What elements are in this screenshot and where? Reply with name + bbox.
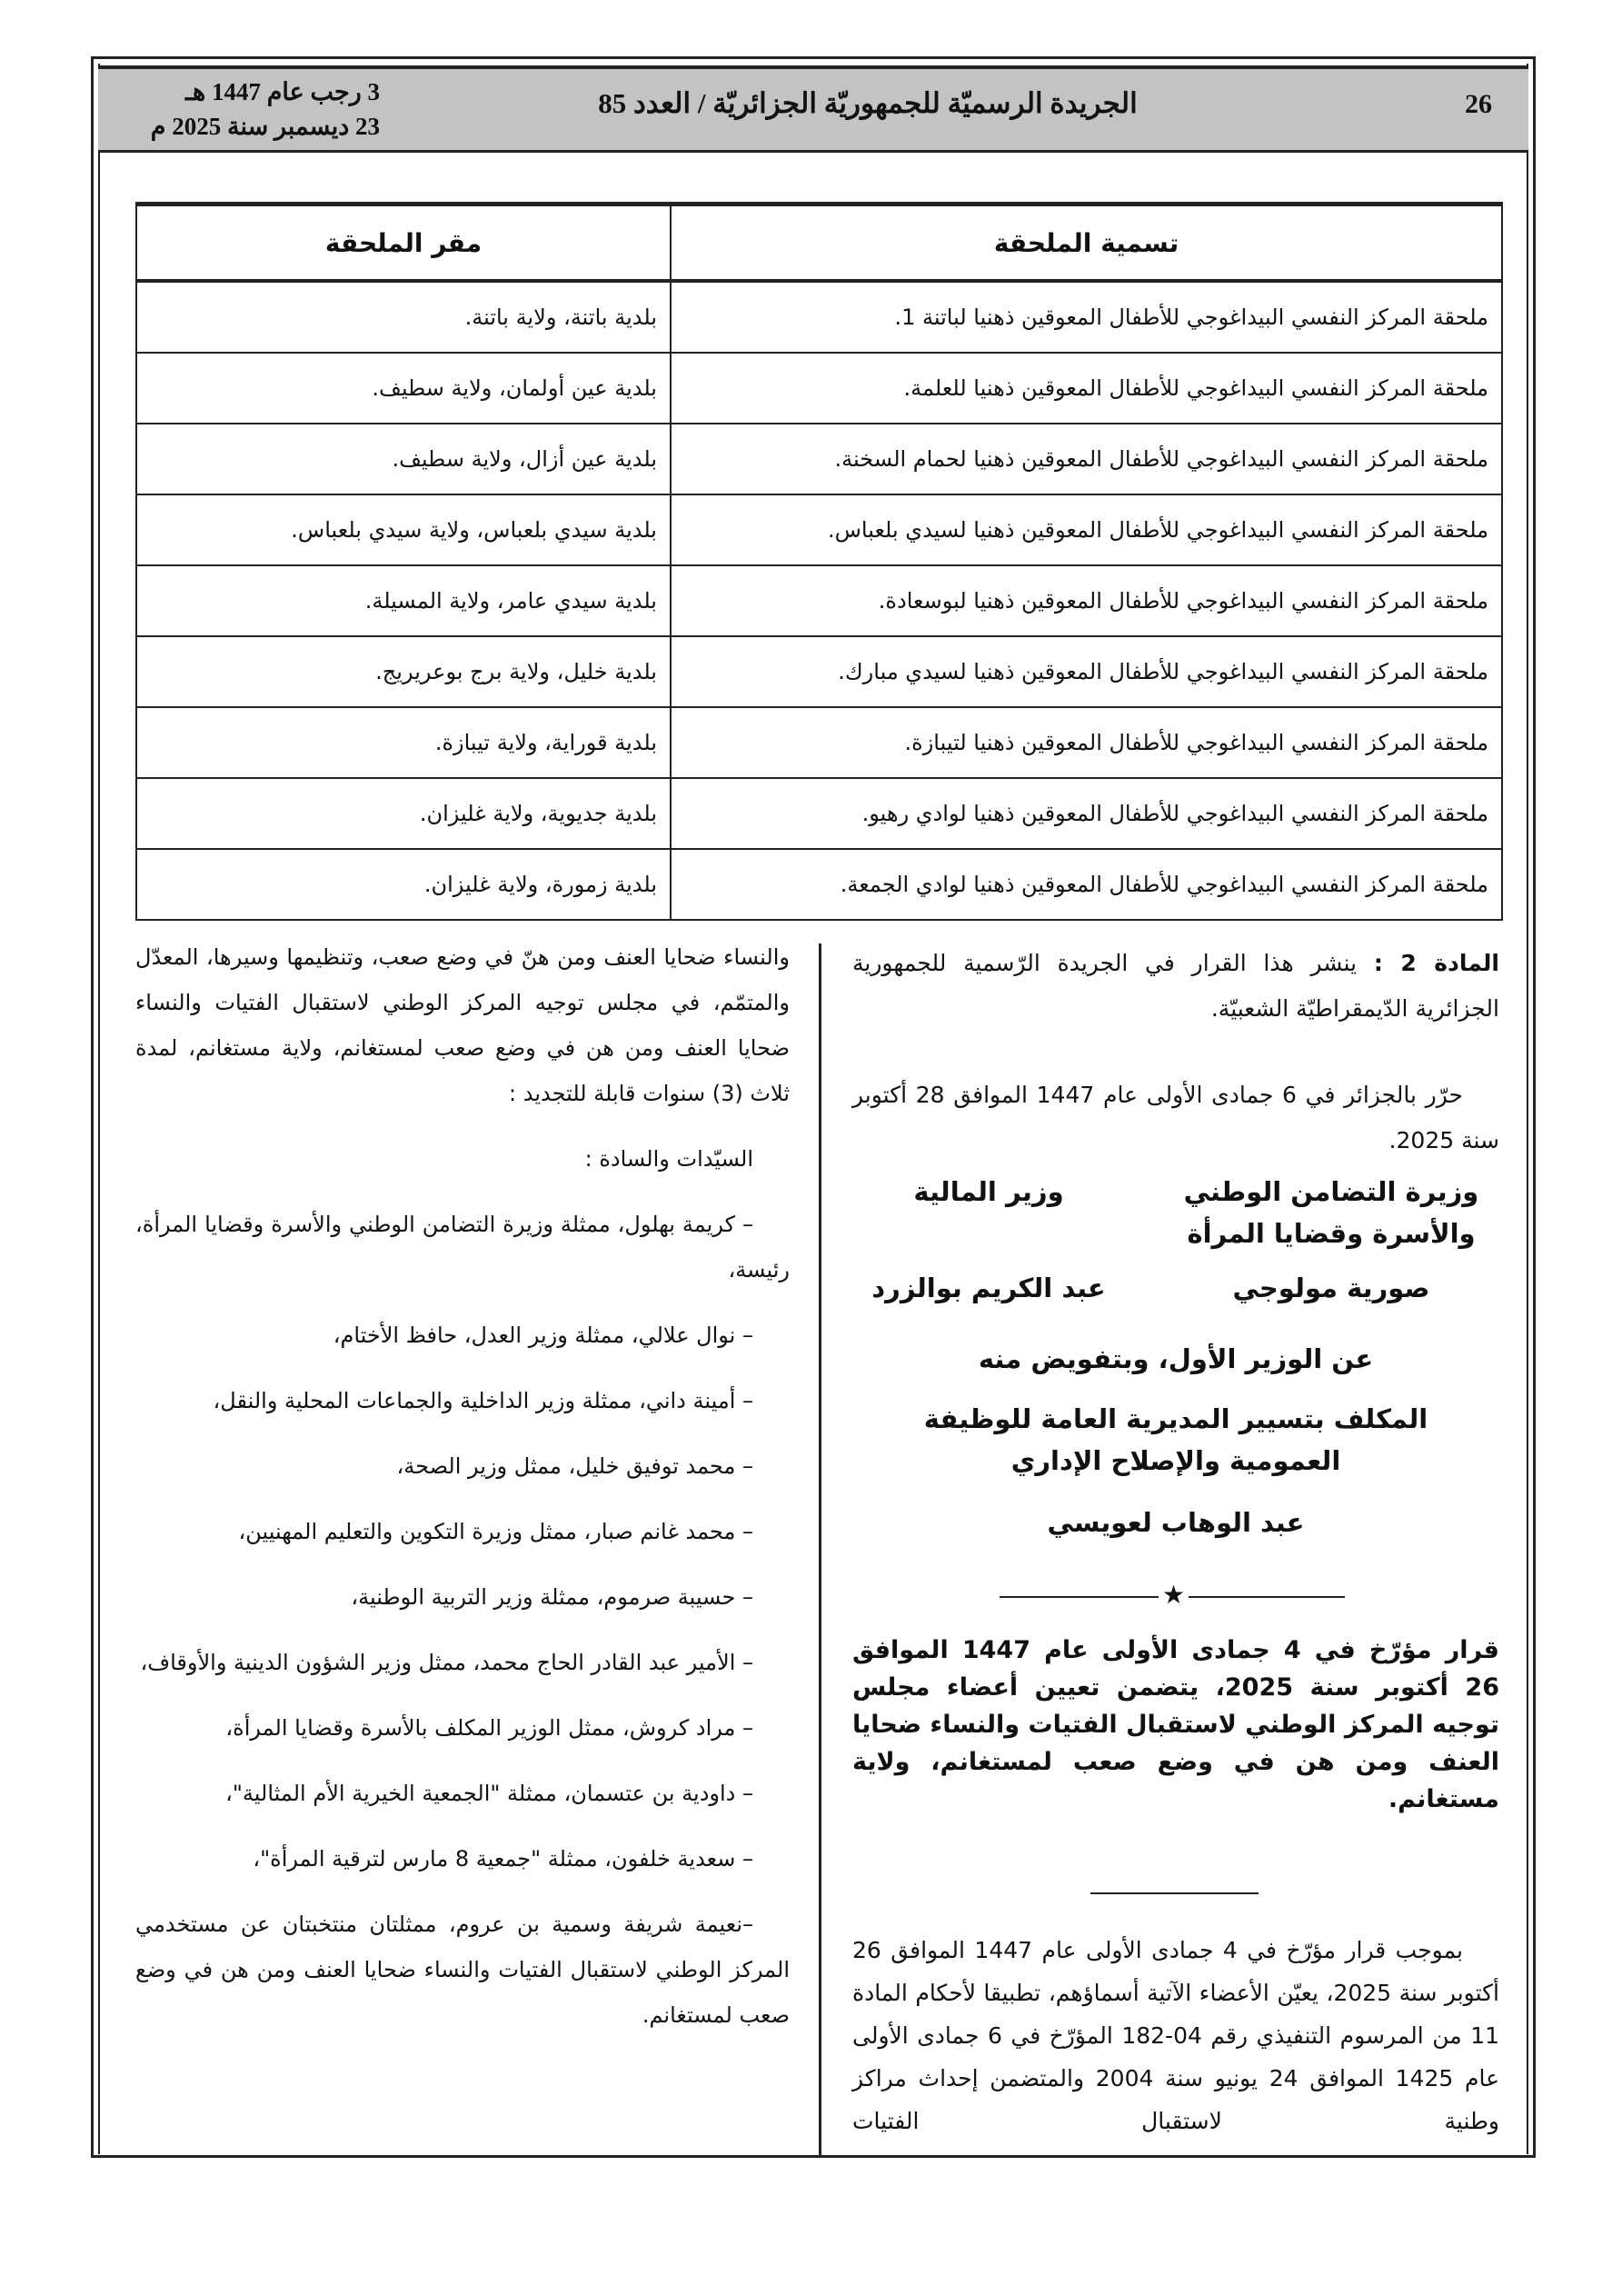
- annex-table: [135, 202, 1503, 921]
- signature-title: وزيرة التضامن الوطني والأسرة وقضايا المرأة: [1183, 1176, 1479, 1249]
- annex-name: ملحقة المركز النفسي البيداغوجي للأطفال المعوقين ذهنيا لسيدي مبارك.: [671, 636, 1502, 707]
- annex-name: ملحقة المركز النفسي البيداغوجي للأطفال المعوقين ذهنيا لسيدي بلعباس.: [671, 494, 1502, 565]
- annex-seat: بلدية زمورة، ولاية غليزان.: [136, 849, 671, 920]
- annex-seat: بلدية عين أولمان، ولاية سطيف.: [136, 353, 671, 424]
- signature-minister-solidarity: [1163, 1171, 1499, 1309]
- member-item: – حسيبة صرموم، ممثلة وزير التربية الوطنية،: [351, 1584, 753, 1610]
- star-icon: ★: [1159, 1580, 1189, 1610]
- annex-name: ملحقة المركز النفسي البيداغوجي للأطفال المعوقين ذهنيا لتيبازة.: [671, 707, 1502, 778]
- salutation: السيّدات والسادة :: [584, 1146, 753, 1172]
- date-hijri: 3 رجب عام 1447 هـ: [185, 78, 380, 105]
- table-row: [136, 353, 1502, 424]
- article-2-text: ينشر هذا القرار في الجريدة الرّسمية للجمهورية الجزائرية الدّيمقراطيّة الشعبيّة.: [852, 950, 1499, 1022]
- signature-name: عبد الكريم بوالزرد: [871, 1273, 1106, 1303]
- delegation-block: [852, 1338, 1499, 1543]
- delegate-title: المكلف بتسيير المديرية العامة للوظيفة العمومية والإصلاح الإداري: [923, 1403, 1428, 1476]
- delegate-name: عبد الوهاب لعويسي: [1047, 1507, 1305, 1538]
- issue-date: [107, 75, 380, 144]
- annex-name: ملحقة المركز النفسي البيداغوجي للأطفال المعوقين ذهنيا لوادي رهيو.: [671, 778, 1502, 849]
- decision-title: قرار مؤرّخ في 4 جمادى الأولى عام 1447 الموافق 26 أكتوبر سنة 2025، يتضمن تعيين أعضاء مجلس توجيه المركز الوطني لاستقبال الفتيات والنساء ضحايا العنف ومن هن في وضع صعب لمستغانم، ولاية مستغانم.: [852, 1636, 1499, 1813]
- table-row: [136, 281, 1502, 353]
- member-item: – نوال علالي، ممثلة وزير العدل، حافظ الأختام،: [333, 1323, 753, 1348]
- member-item: – سعدية خلفون، ممثلة "جمعية 8 مارس لترقية المرأة"،: [253, 1846, 753, 1872]
- annex-seat: بلدية جديوية، ولاية غليزان.: [136, 778, 671, 849]
- table-header-row: [136, 205, 1502, 282]
- members-column: [135, 934, 790, 2058]
- member-item: – محمد غانم صبار، ممثل وزيرة التكوين والتعليم المهنيين،: [238, 1519, 753, 1544]
- annex-seat: بلدية قوراية، ولاية تيبازة.: [136, 707, 671, 778]
- member-item: – أمينة داني، ممثلة وزير الداخلية والجماعات المحلية والنقل،: [213, 1388, 753, 1413]
- signature-minister-finance: [852, 1171, 1125, 1309]
- member-item: – داودية بن عتسمان، ممثلة "الجمعية الخيرية الأم المثالية"،: [225, 1781, 753, 1806]
- column-header-name: تسمية الملحقة: [671, 205, 1502, 282]
- annex-name: ملحقة المركز النفسي البيداغوجي للأطفال المعوقين ذهنيا لحمام السخنة.: [671, 424, 1502, 494]
- member-item: – مراد كروش، ممثل الوزير المكلف بالأسرة وقضايا المرأة،: [225, 1715, 753, 1741]
- short-rule: [1090, 1892, 1259, 1894]
- annex-name: ملحقة المركز النفسي البيداغوجي للأطفال المعوقين ذهنيا لبوسعادة.: [671, 565, 1502, 636]
- table-row: [136, 494, 1502, 565]
- gazette-header: [98, 65, 1528, 153]
- done-at: حرّر بالجزائر في 6 جمادى الأولى عام 1447 الموافق 28 أكتوبر سنة 2025.: [852, 1082, 1499, 1153]
- article-2-label: المادة 2 :: [1373, 950, 1499, 976]
- table-row: [136, 424, 1502, 494]
- gazette-title: الجريدة الرسميّة للجمهوريّة الجزائريّة / العدد 85: [598, 87, 1138, 119]
- annex-seat: بلدية باتنة، ولاية باتنة.: [136, 281, 671, 353]
- table-row: [136, 707, 1502, 778]
- article-2: [852, 941, 1499, 1032]
- table-row: [136, 565, 1502, 636]
- intro-paragraph: والنساء ضحايا العنف ومن هنّ في وضع صعب، وتنظيمها وسيرها، المعدّل والمتمّم، في مجلس توجيه المركز الوطني لاستقبال الفتيات والنساء ضحايا العنف ومن هن في وضع صعب لمستغانم، ولاية مستغانم، لمدة ثلاث (3) سنوات قابلة للتجديد :: [135, 944, 790, 1106]
- annex-seat: بلدية سيدي بلعباس، ولاية سيدي بلعباس.: [136, 494, 671, 565]
- member-item: –نعيمة شريفة وسمية بن عروم، ممثلتان منتخبتان عن مستخدمي المركز الوطني لاستقبال الفتيات والنساء ضحايا العنف ومن هن في وضع صعب لمستغانم.: [135, 1912, 790, 2028]
- delegation-line: عن الوزير الأول، وبتفويض منه: [978, 1343, 1374, 1374]
- column-divider: [819, 943, 821, 2156]
- decision-body: بموجب قرار مؤرّخ في 4 جمادى الأولى عام 1447 الموافق 26 أكتوبر سنة 2025، يعيّن الأعضاء الآتية أسماؤهم، تطبيقا لأحكام المادة 11 من المرسوم التنفيذي رقم 04-182 المؤرّخ في 6 جمادى الأولى عام 1425 الموافق 24 يونيو سنة 2004 والمتضمن إحداث مراكز وطنية لاستقبال الفتيات: [852, 1937, 1499, 2134]
- signature-name: صورية مولوجي: [1232, 1273, 1430, 1303]
- table-row: [136, 778, 1502, 849]
- date-gregorian: 23 ديسمبر سنة 2025 م: [150, 113, 380, 140]
- page-number: 26: [1465, 89, 1492, 119]
- annex-name: ملحقة المركز النفسي البيداغوجي للأطفال المعوقين ذهنيا للعلمة.: [671, 353, 1502, 424]
- member-item: – الأمير عبد القادر الحاج محمد، ممثل وزير الشؤون الدينية والأوقاف،: [140, 1650, 753, 1675]
- member-item: – محمد توفيق خليل، ممثل وزير الصحة،: [396, 1453, 753, 1479]
- annex-seat: بلدية عين أزال، ولاية سطيف.: [136, 424, 671, 494]
- annex-seat: بلدية سيدي عامر، ولاية المسيلة.: [136, 565, 671, 636]
- annex-name: ملحقة المركز النفسي البيداغوجي للأطفال المعوقين ذهنيا لباتنة 1.: [671, 281, 1502, 353]
- member-item: – كريمة بهلول، ممثلة وزيرة التضامن الوطني والأسرة وقضايا المرأة، رئيسة،: [135, 1212, 790, 1283]
- table-row: [136, 849, 1502, 920]
- annex-seat: بلدية خليل، ولاية برج بوعريريج.: [136, 636, 671, 707]
- signature-title: وزير المالية: [913, 1176, 1064, 1207]
- annex-name: ملحقة المركز النفسي البيداغوجي للأطفال المعوقين ذهنيا لوادي الجمعة.: [671, 849, 1502, 920]
- column-header-seat: مقر الملحقة: [136, 205, 671, 282]
- table-row: [136, 636, 1502, 707]
